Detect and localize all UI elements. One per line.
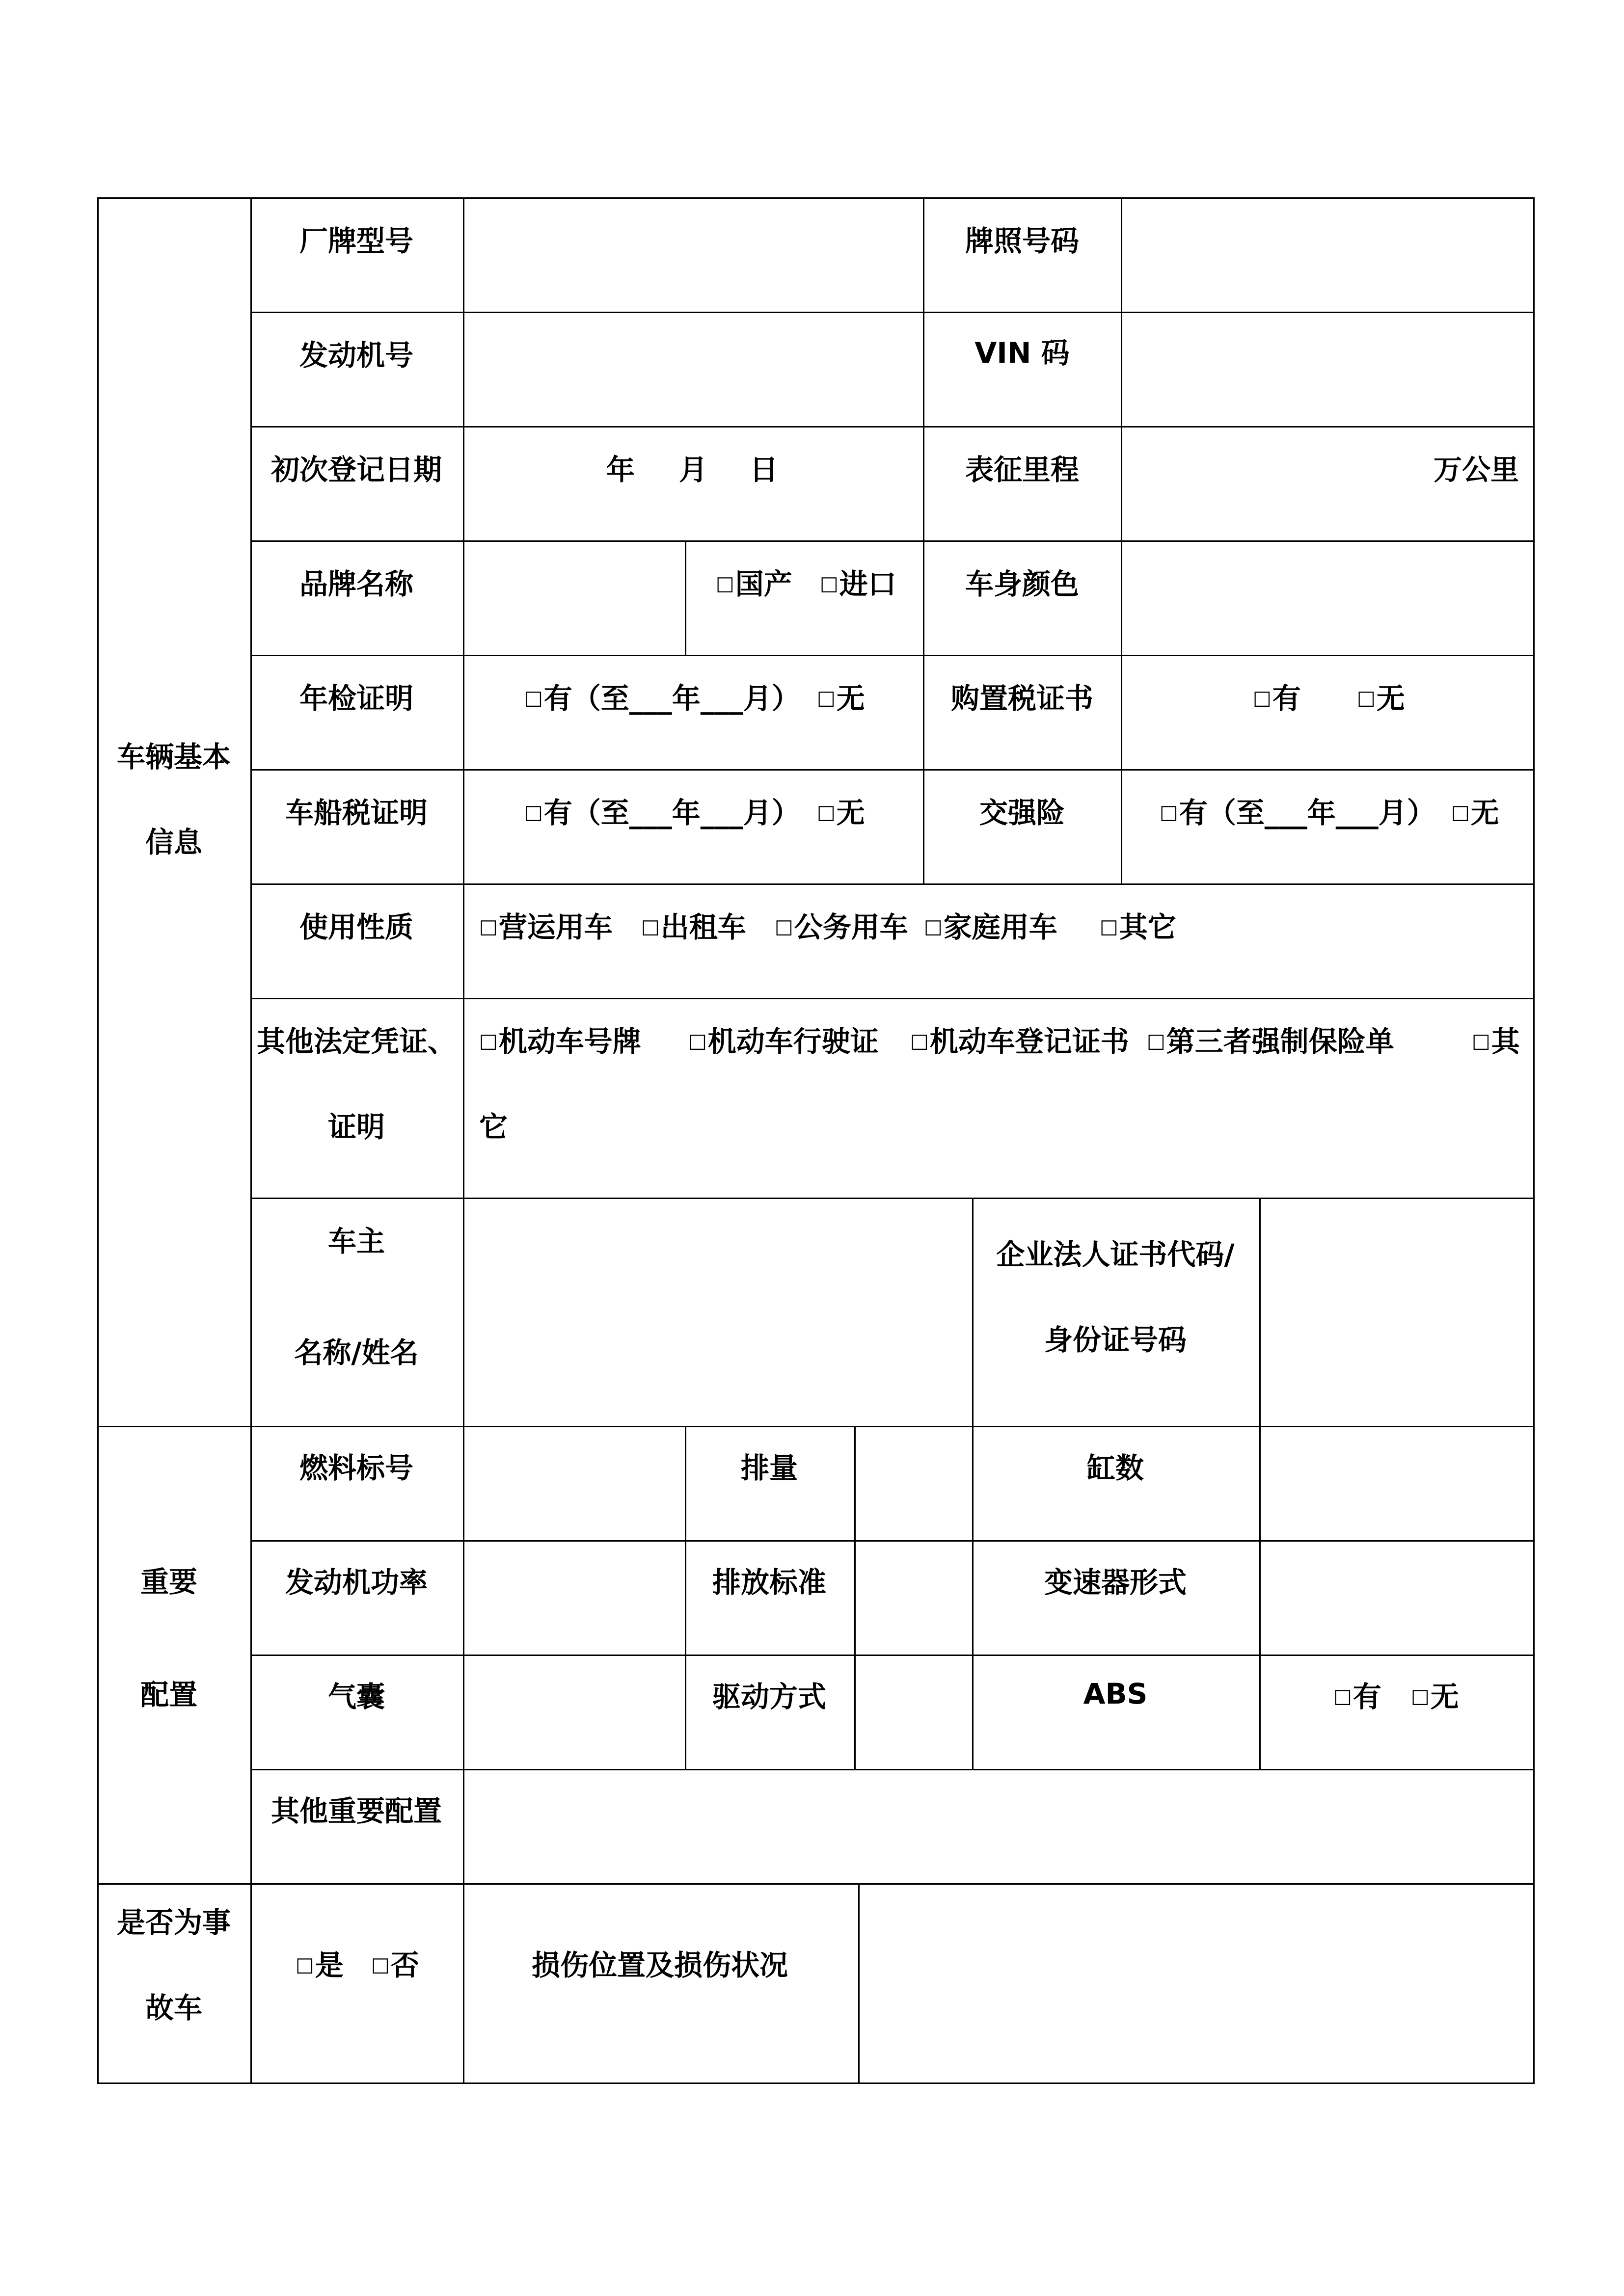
other-docs-label-2: 证明 [327,1110,385,1144]
vin-field[interactable] [1122,313,1533,426]
accident-label: 是否为事 [116,1906,231,1939]
body-color-label: 车身颜色 [965,567,1080,601]
section-label-vehicle-basic-info-2: 信息 [145,826,203,859]
usage-option-family[interactable]: □家庭用车 [924,910,1057,944]
usage-option-official[interactable]: □公务用车 [775,910,908,944]
engine-number-label: 发动机号 [299,339,414,372]
checkbox-icon[interactable]: □ [817,687,836,709]
drive-field[interactable] [856,1656,972,1769]
abs-yes[interactable]: □有 [1333,1680,1381,1713]
checkbox-icon[interactable]: □ [1451,801,1470,824]
checkbox-icon[interactable]: □ [1100,915,1118,938]
checkbox-icon[interactable]: □ [296,1953,314,1976]
accident-label-2: 故车 [145,1991,203,2025]
table-border-right [1533,197,1535,2084]
usage-option-taxi[interactable]: □出租车 [641,910,746,944]
damage-label: 损伤位置及损伤状况 [531,1949,788,1982]
transmission-field[interactable] [1261,1542,1533,1655]
airbag-field[interactable] [464,1656,685,1769]
other-config-field[interactable] [464,1770,1533,1883]
table-border-bottom [97,2082,1535,2084]
doc-option-insurance[interactable]: □第三者强制保险单 [1147,1025,1394,1058]
checkbox-icon[interactable]: □ [479,1030,498,1052]
displacement-label: 排量 [740,1451,798,1485]
vessel-tax-has[interactable]: □有（至___年___月） [524,796,800,829]
checkbox-icon[interactable]: □ [1160,801,1178,824]
row-divider [250,769,1535,771]
plate-number-field[interactable] [1122,199,1533,312]
plate-number-label: 牌照号码 [965,224,1080,258]
compulsory-insurance-none[interactable]: □无 [1451,796,1499,829]
fuel-field[interactable] [464,1427,685,1540]
checkbox-icon[interactable]: □ [1357,687,1376,709]
brand-model-label: 厂牌型号 [299,224,414,258]
body-color-field[interactable] [1122,542,1533,655]
checkbox-imported[interactable]: □进口 [820,567,896,601]
doc-option-other-wrap: 它 [479,1110,508,1144]
first-registration-label: 初次登记日期 [271,453,442,486]
checkbox-icon[interactable]: □ [910,1030,929,1052]
brand-name-label: 品牌名称 [299,567,414,601]
owner-label-2: 名称/姓名 [294,1336,419,1369]
col-divider [972,1198,974,1770]
engine-number-field[interactable] [464,313,923,426]
date-year[interactable]: 年 [606,453,635,486]
table-border-left [97,197,99,2084]
usage-label: 使用性质 [299,910,414,944]
doc-option-registration[interactable]: □机动车登记证书 [910,1025,1129,1058]
col-divider [685,1426,686,1770]
row-divider [250,655,1535,656]
checkbox-icon[interactable]: □ [1147,1030,1165,1052]
checkbox-icon[interactable]: □ [524,687,543,709]
owner-id-label: 企业法人证书代码/ [996,1238,1235,1271]
damage-field[interactable] [860,1885,1533,2082]
emission-label: 排放标准 [712,1566,827,1599]
accident-no[interactable]: □否 [371,1949,419,1982]
checkbox-icon[interactable]: □ [820,572,839,595]
doc-option-license[interactable]: □机动车行驶证 [688,1025,879,1058]
date-month[interactable]: 月 [678,453,708,486]
usage-option-other[interactable]: □其它 [1100,910,1176,944]
engine-power-label: 发动机功率 [285,1566,428,1599]
brand-model-field[interactable] [464,199,923,312]
owner-id-label-2: 身份证号码 [1044,1323,1187,1357]
compulsory-insurance-label: 交强险 [979,796,1065,829]
section-label-key-config: 重要 [140,1565,198,1599]
odometer-unit: 万公里 [1433,453,1519,486]
doc-option-other[interactable]: □其 [1472,1025,1520,1058]
other-config-label: 其他重要配置 [271,1794,442,1828]
purchase-tax-no[interactable]: □无 [1357,682,1405,715]
checkbox-icon[interactable]: □ [479,915,498,938]
engine-power-field[interactable] [464,1542,685,1655]
section-label-vehicle-basic-info: 车辆基本 [116,740,231,774]
checkbox-icon[interactable]: □ [817,801,836,824]
date-day[interactable]: 日 [749,453,779,486]
abs-label: ABS [1083,1677,1148,1710]
checkbox-icon[interactable]: □ [371,1953,390,1976]
displacement-field[interactable] [856,1427,972,1540]
cylinders-label: 缸数 [1086,1451,1144,1485]
purchase-tax-label: 购置税证书 [950,682,1094,715]
purchase-tax-yes[interactable]: □有 [1253,682,1301,715]
checkbox-icon[interactable]: □ [775,915,793,938]
accident-yes[interactable]: □是 [296,1949,344,1982]
row-divider [250,883,1535,885]
checkbox-icon[interactable]: □ [924,915,943,938]
vin-label: VIN 码 [974,336,1070,370]
col-divider [685,540,686,656]
checkbox-icon[interactable]: □ [1333,1685,1352,1708]
annual-inspection-label: 年检证明 [299,682,414,715]
drive-label: 驱动方式 [712,1680,827,1713]
compulsory-insurance-has[interactable]: □有（至___年___月） [1160,796,1435,829]
col-divider [923,197,924,885]
row-divider [250,426,1535,427]
vessel-tax-none[interactable]: □无 [817,796,865,829]
checkbox-domestic[interactable]: □国产 [716,567,792,601]
checkbox-icon[interactable]: □ [1411,1685,1430,1708]
doc-option-plate[interactable]: □机动车号牌 [479,1025,641,1058]
fuel-label: 燃料标号 [299,1451,414,1485]
checkbox-icon[interactable]: □ [1253,687,1272,709]
owner-id-field[interactable] [1261,1199,1533,1426]
owner-label: 车主 [327,1225,385,1258]
abs-no[interactable]: □无 [1411,1680,1459,1713]
annual-inspection-none[interactable]: □无 [817,682,865,715]
transmission-label: 变速器形式 [1044,1566,1187,1599]
usage-option-commercial[interactable]: □营运用车 [479,910,613,944]
col-divider [250,197,252,2084]
checkbox-icon[interactable]: □ [641,915,660,938]
checkbox-icon[interactable]: □ [688,1030,707,1052]
checkbox-icon[interactable]: □ [1472,1030,1490,1052]
checkbox-icon[interactable]: □ [716,572,734,595]
section-label-key-config-2: 配置 [140,1678,198,1711]
row-divider [250,998,1535,999]
airbag-label: 气囊 [327,1680,385,1713]
checkbox-icon[interactable]: □ [524,801,543,824]
owner-name-field[interactable] [464,1199,972,1426]
cylinders-field[interactable] [1261,1427,1533,1540]
annual-inspection-has[interactable]: □有（至___年___月） [524,682,800,715]
other-docs-label: 其他法定凭证、 [256,1025,457,1058]
odometer-label: 表征里程 [965,453,1080,486]
vessel-tax-label: 车船税证明 [285,796,428,829]
brand-name-field[interactable] [464,542,685,655]
emission-field[interactable] [856,1542,972,1655]
